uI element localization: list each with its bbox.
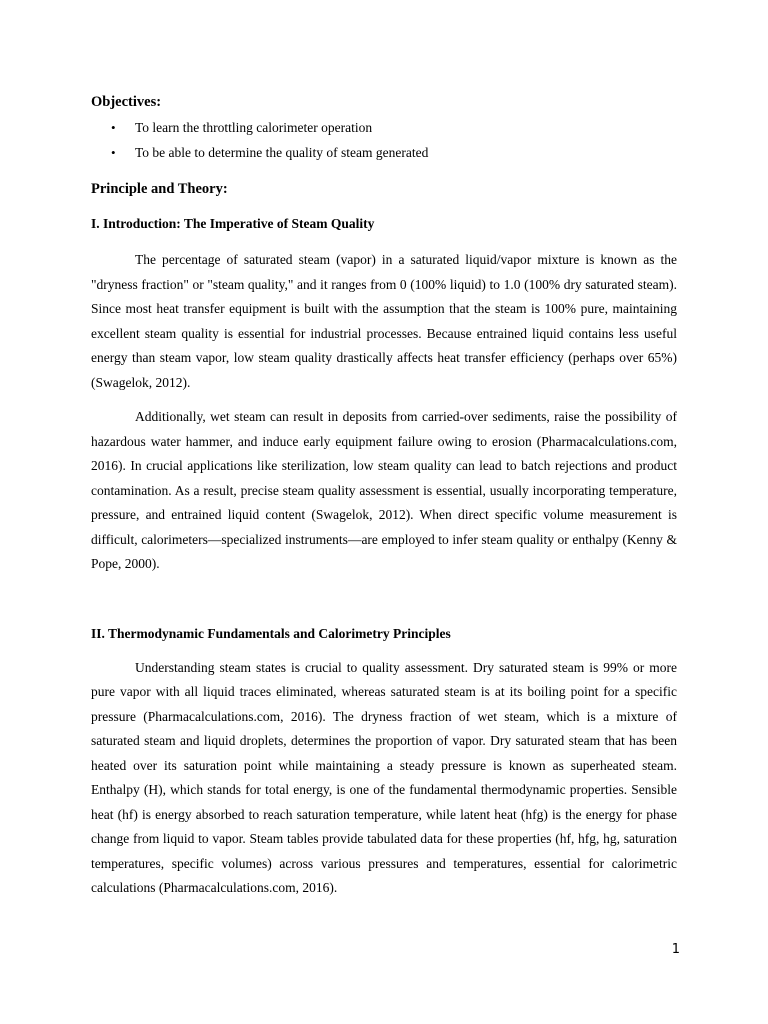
section-2-heading: II. Thermodynamic Fundamentals and Calorimetry Principles (91, 625, 451, 641)
list-item (91, 120, 677, 136)
section-1-paragraph-2: Additionally, wet steam can result in deposits from carried-over sediments, raise the possibility of hazardous water hammer, and induce early equipment failure owing to erosion (Pharmacalculations.com, 2016). In crucial applications like sterilization, low steam quality can lead to batch rejections and product contamination. As a result, precise steam quality assessment is essential, usually incorporating temperature, pressure, and entrained liquid content (Swagelok, 2012). When direct specific volume measurement is difficult, calorimeters—specialized instruments—are employed to infer steam quality or enthalpy (Kenny & Pope, 2000). (91, 409, 677, 571)
bullet-icon: • (111, 145, 116, 160)
section-2-paragraph-1: Understanding steam states is crucial to quality assessment. Dry saturated steam is 99% or more pure vapor with all liquid traces eliminated, whereas saturated steam is at its boiling point for a specific pressure (Pharmacalculations.com, 2016). The dryness fraction of wet steam, which is a mixture of saturated steam and liquid droplets, determines the proportion of vapor. Dry saturated steam that has been heated over its saturation point while maintaining a steady pressure is known as superheated steam. Enthalpy (H), which stands for total energy, is one of the fundamental thermodynamic properties. Sensible heat (hf) is energy absorbed to reach saturation temperature, while latent heat (hfg) is the energy for phase change from liquid to vapor. Steam tables provide tabulated data for these properties (hf, hfg, hg, saturation temperatures, specific volumes) across various pressures and temperatures, essential for calorimetric calculations (Pharmacalculations.com, 2016). (91, 659, 677, 895)
principle-heading: Principle and Theory: (91, 181, 228, 197)
objective-text: To be able to determine the quality of steam generated (135, 145, 429, 160)
section-1-paragraph-1: The percentage of saturated steam (vapor) in a saturated liquid/vapor mixture is known as the "dryness fraction" or "steam quality," and it ranges from 0 (100% liquid) to 1.0 (100% dry saturated steam). Since most heat transfer equipment is built with the assumption that the steam is 100% pure, maintaining excellent steam quality is essential for industrial processes. Because entrained liquid contains less useful energy than steam vapor, low steam quality drastically affects heat transfer efficiency (perhaps over 65%) (Swagelok, 2012). (91, 252, 677, 390)
list-item (91, 145, 677, 161)
bullet-icon: • (111, 120, 116, 135)
objective-text: To learn the throttling calorimeter operation (135, 120, 373, 135)
objectives-heading: Objectives: (91, 94, 162, 110)
section-1-heading: I. Introduction: The Imperative of Steam Quality (91, 216, 375, 231)
page-content (91, 92, 677, 901)
objectives-list (91, 120, 677, 161)
page-number: 1 (671, 942, 680, 957)
